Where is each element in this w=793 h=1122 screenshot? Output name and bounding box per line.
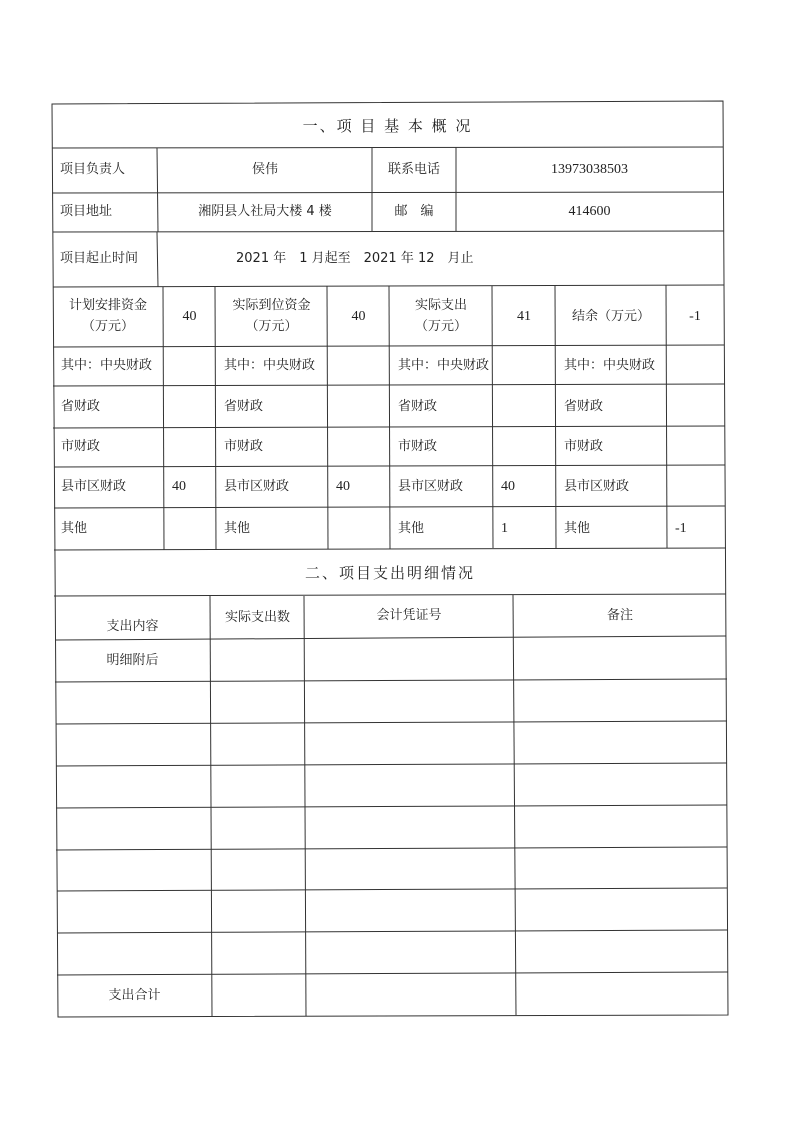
- postcode-value: 414600: [568, 204, 611, 220]
- planned-funds-label: [53, 287, 163, 347]
- funds-row-label-4: 其中：中央财政: [564, 358, 656, 374]
- address-value: 湘阴县人社局大楼 4 楼: [198, 204, 332, 220]
- funds-row-label-3: 其中：中央财政: [398, 358, 490, 374]
- funds-row-value-2: [328, 508, 389, 550]
- funds-row-value-3: [493, 347, 555, 386]
- funds-row-label-2: 省财政: [224, 398, 264, 414]
- actual-in-funds-value: 40: [351, 308, 366, 324]
- header-actual-amount: 实际支出数: [224, 609, 290, 625]
- funds-row-value-4: [667, 467, 723, 508]
- funds-row-label-4: 市财政: [564, 439, 604, 455]
- funds-row-value-2: 40: [336, 479, 350, 495]
- actual-out-value: 41: [517, 308, 531, 324]
- period-label: 项目起止时间: [60, 251, 139, 267]
- funds-row-label-1: 其中：中央财政: [61, 358, 153, 374]
- funds-row-label-3: 其他: [398, 520, 425, 536]
- funds-row-label-4: 其他: [564, 520, 591, 536]
- funds-row-label-1: 县市区财政: [61, 479, 127, 495]
- funds-row-value-4: [667, 386, 723, 428]
- funds-row-value-2: [328, 347, 389, 386]
- funds-row-label-3: 省财政: [398, 398, 438, 414]
- funds-row-label-1: 市财政: [61, 439, 101, 455]
- actual-in-funds-label-line2: （万元）: [245, 319, 298, 334]
- actual-in-funds-label: [216, 287, 327, 347]
- postcode-label: 邮 编: [394, 204, 434, 220]
- funds-row-label-1: 省财政: [61, 398, 101, 414]
- actual-in-funds-label-line1: 实际到位资金: [232, 298, 311, 314]
- balance-label: 结余（万元）: [571, 308, 650, 324]
- phone-label: 联系电话: [387, 162, 440, 178]
- funds-row-value-1: [164, 386, 215, 428]
- leader-label: 项目负责人: [60, 162, 126, 178]
- planned-funds-label-line1: 计划安排资金: [68, 298, 147, 314]
- funds-row-value-1: 40: [172, 479, 186, 495]
- funds-row-label-2: 市财政: [224, 439, 264, 455]
- section2-title: 二、项目支出明细情况: [304, 564, 475, 582]
- balance-value: -1: [689, 308, 701, 324]
- funds-row-label-2: 县市区财政: [224, 479, 290, 495]
- funds-row-label-2: 其他: [224, 520, 251, 536]
- planned-funds-value: 40: [182, 308, 197, 324]
- header-voucher-number: 会计凭证号: [376, 607, 442, 623]
- funds-row-value-2: [328, 428, 389, 467]
- funds-row-value-3: 1: [501, 520, 508, 536]
- funds-row-label-4: 省财政: [564, 398, 604, 414]
- header-remarks: 备注: [606, 607, 633, 623]
- section1-title: 一、项 目 基 本 概 况: [302, 117, 473, 135]
- total-label: 支出合计: [108, 987, 161, 1003]
- funds-row-label-2: 其中：中央财政: [224, 358, 316, 374]
- funds-row-value-2: [328, 386, 389, 428]
- funds-row-value-1: [164, 428, 215, 467]
- funds-row-value-3: [493, 386, 555, 428]
- phone-value: 13973038503: [551, 162, 628, 178]
- planned-funds-label-line2: （万元）: [81, 319, 134, 334]
- actual-out-label: [390, 287, 492, 347]
- funds-row-value-4: [667, 347, 723, 386]
- funds-row-value-3: 40: [501, 479, 515, 495]
- funds-row-value-4: [667, 428, 723, 467]
- funds-row-value-1: [164, 347, 215, 386]
- funds-row-value-3: [493, 428, 555, 467]
- period-value: 2021 年 1 月起至 2021 年 12 月止: [236, 251, 474, 267]
- detail-row-first: 明细附后: [106, 652, 159, 668]
- header-expense-content: 支出内容: [106, 619, 159, 635]
- actual-out-label-line2: （万元）: [414, 319, 467, 334]
- leader-value: 侯伟: [251, 162, 278, 178]
- address-label: 项目地址: [60, 204, 113, 220]
- funds-row-label-3: 县市区财政: [398, 479, 464, 495]
- funds-row-value-4: -1: [675, 520, 687, 536]
- funds-row-label-4: 县市区财政: [564, 479, 630, 495]
- funds-row-value-1: [164, 508, 215, 550]
- funds-row-label-3: 市财政: [398, 439, 438, 455]
- actual-out-label-line1: 实际支出: [414, 298, 467, 314]
- funds-row-label-1: 其他: [61, 520, 88, 536]
